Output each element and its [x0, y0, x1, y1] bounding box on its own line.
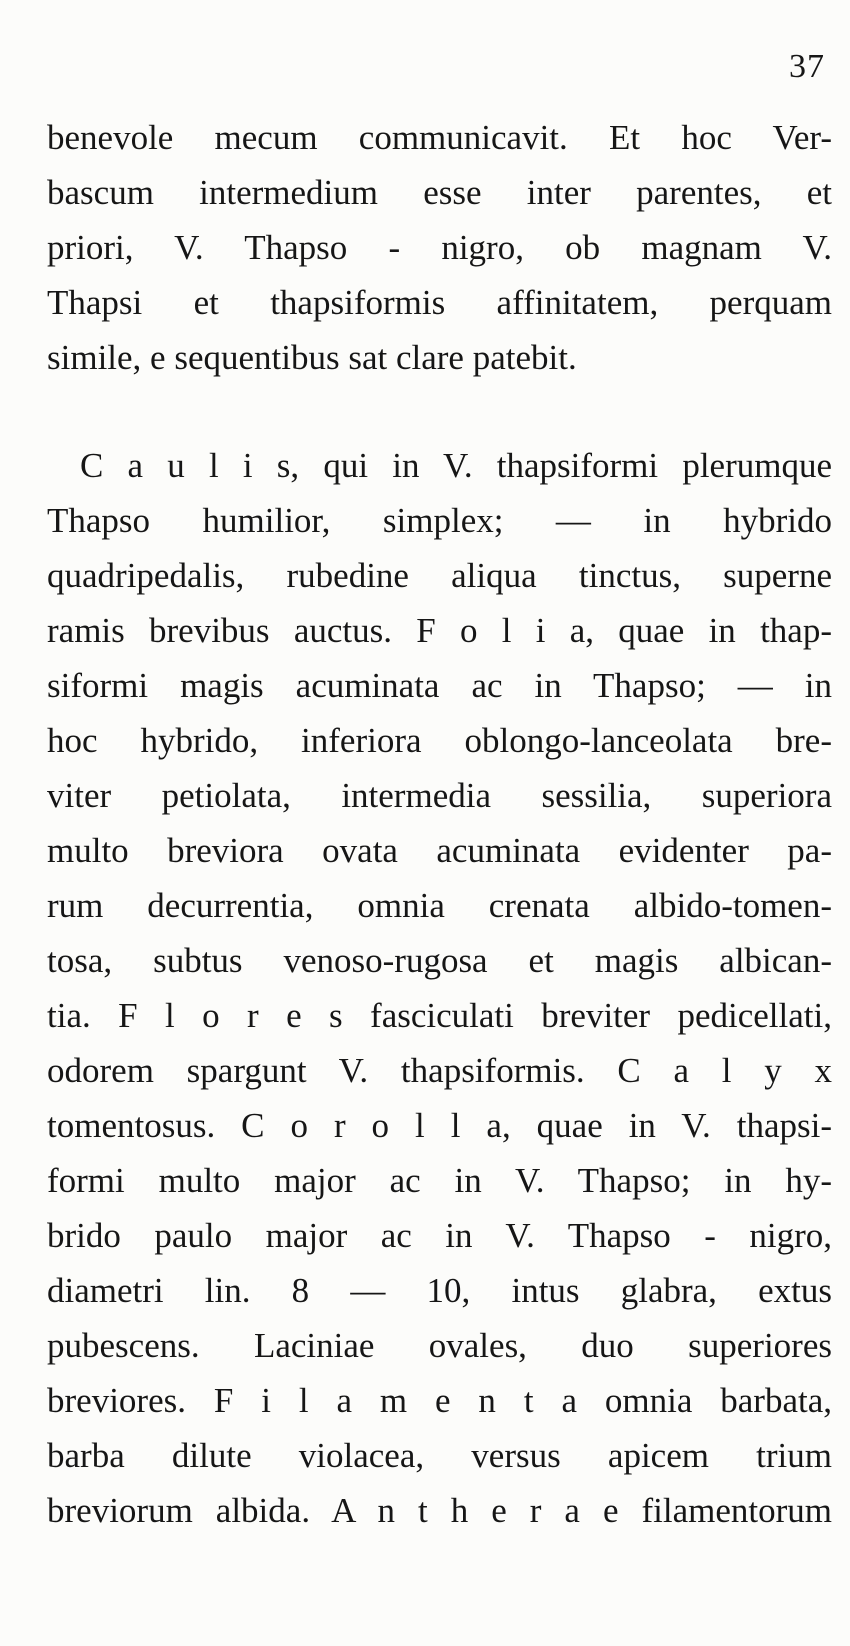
text-line: simile, e sequentibus sat clare patebit.: [47, 338, 577, 377]
text-line: rum decurrentia, omnia crenata albido-tomen-: [47, 886, 832, 925]
text-line: viter petiolata, intermedia sessilia, superiora: [47, 776, 832, 815]
text-line: pubescens. Laciniae ovales, duo superiores: [47, 1326, 832, 1365]
text-line: quadripedalis, rubedine aliqua tinctus, superne: [47, 556, 832, 595]
text-line: brido paulo major ac in V. Thapso - nigro,: [47, 1216, 832, 1255]
text-line: diametri lin. 8 — 10, intus glabra, extus: [47, 1271, 832, 1310]
text-line: barba dilute violacea, versus apicem trium: [47, 1436, 832, 1475]
text-line: C a u l i s, qui in V. thapsiformi plerumque: [80, 446, 832, 485]
text-line: breviorum albida. A n t h e r a e filamentorum: [47, 1491, 832, 1530]
text-line: Thapsi et thapsiformis affinitatem, perquam: [47, 283, 832, 322]
text-line: tia. F l o r e s fasciculati breviter pedicellati,: [47, 996, 832, 1035]
text-line: tosa, subtus venoso-rugosa et magis albican-: [47, 941, 832, 980]
page-number: 37: [789, 48, 825, 85]
text-line: breviores. F i l a m e n t a omnia barbata,: [47, 1381, 832, 1420]
text-line: ramis brevibus auctus. F o l i a, quae in thap-: [47, 611, 832, 650]
text-line: Thapso humilior, simplex; — in hybrido: [47, 501, 832, 540]
text-line: hoc hybrido, inferiora oblongo-lanceolata bre-: [47, 721, 832, 760]
text-line: siformi magis acuminata ac in Thapso; — in: [47, 666, 832, 705]
text-line: odorem spargunt V. thapsiformis. C a l y x: [47, 1051, 832, 1090]
text-line: multo breviora ovata acuminata evidenter pa-: [47, 831, 832, 870]
paragraph-2: [47, 438, 832, 1538]
text-line: tomentosus. C o r o l l a, quae in V. thapsi-: [47, 1106, 832, 1145]
text-line: priori, V. Thapso - nigro, ob magnam V.: [47, 228, 832, 267]
text-line: benevole mecum communicavit. Et hoc Ver-: [47, 118, 832, 157]
text-line: bascum intermedium esse inter parentes, et: [47, 173, 832, 212]
text-line: formi multo major ac in V. Thapso; in hy-: [47, 1161, 832, 1200]
paragraph-1: [47, 110, 832, 385]
